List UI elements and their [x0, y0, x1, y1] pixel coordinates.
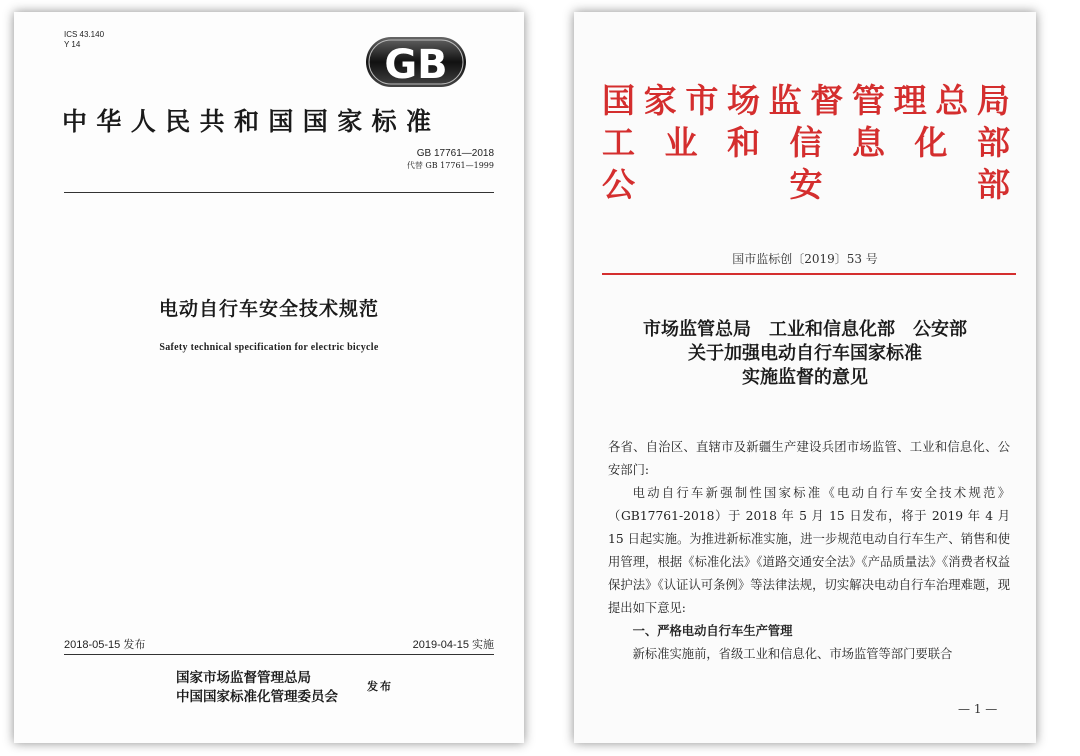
- cover-divider-bottom: [64, 654, 494, 655]
- notice-title-line-1: 市场监管总局 工业和信息化部 公安部: [643, 319, 967, 340]
- issuer-samr: 国家市场监督管理总局: [176, 670, 311, 686]
- ics-code-block: [64, 30, 104, 50]
- issuers-block: [176, 669, 338, 707]
- classification-code: Y 14: [64, 40, 81, 49]
- header-row-miit: 工 业 和 信 息 化 部: [602, 123, 1010, 162]
- issuer-sac: 中国国家标准化管理委员会: [176, 689, 338, 705]
- notice-title-line-3: 实施监督的意见: [742, 367, 868, 388]
- ics-code: ICS 43.140: [64, 30, 105, 39]
- gb-logo: [364, 34, 468, 90]
- notice-title-line-2: 关于加强电动自行车国家标准: [688, 343, 922, 364]
- standard-title-cn: 电动自行车安全技术规范: [158, 298, 379, 320]
- government-notice-page: [574, 12, 1036, 743]
- publish-date: 2018-05-15 发布: [64, 639, 146, 651]
- document-number: 国市监标创〔2019〕53 号: [732, 252, 878, 266]
- standard-number-block: [407, 148, 494, 172]
- implement-date: 2019-04-15 实施: [412, 639, 494, 651]
- standard-title-en: Safety technical specification for electric bicycle: [159, 342, 379, 353]
- paragraph-2: 新标准实施前，省级工业和信息化、市场监管等部门要联合: [632, 647, 953, 661]
- national-standard-title: 中华人民共和国国家标准: [62, 107, 441, 136]
- page-number: — 1 —: [958, 702, 998, 716]
- cover-divider-top: [64, 192, 494, 193]
- issue-label: 发布: [367, 680, 393, 693]
- salutation: 各省、自治区、直辖市及新疆生产建设兵团市场监管、工业和信息化、公安部门:: [608, 440, 1010, 477]
- header-row-mps: 公 安 部: [602, 165, 1010, 204]
- section-1-heading: 一、严格电动自行车生产管理: [632, 624, 793, 638]
- notice-title: [574, 318, 1036, 390]
- header-row-samr: 国 家 市 场 监 督 管 理 总 局: [602, 81, 1010, 120]
- standard-cover-page: [14, 12, 524, 743]
- replaces-standard: 代替 GB 17761—1999: [406, 161, 494, 170]
- notice-body: [608, 436, 1010, 666]
- red-header: [602, 80, 1010, 206]
- standard-number: GB 17761—2018: [416, 148, 494, 159]
- red-divider: [602, 273, 1016, 275]
- paragraph-1: 电动自行车新强制性国家标准《电动自行车安全技术规范》（GB17761-2018）于 2018 年 5 月 15 日发布，将于 2019 年 4 月 15 日起实施。为推进新标准实施，进一步规范电动自行车生产、销售和使用管理，根据《标准化法》《道路交通安全法》《产品质量法》《消费者权益保护法》《认证认可条例》等法律法规，切实解决电动自行车治理难题，现提出如下意见:: [608, 486, 1010, 615]
- gb-logo-text: GB: [384, 42, 448, 88]
